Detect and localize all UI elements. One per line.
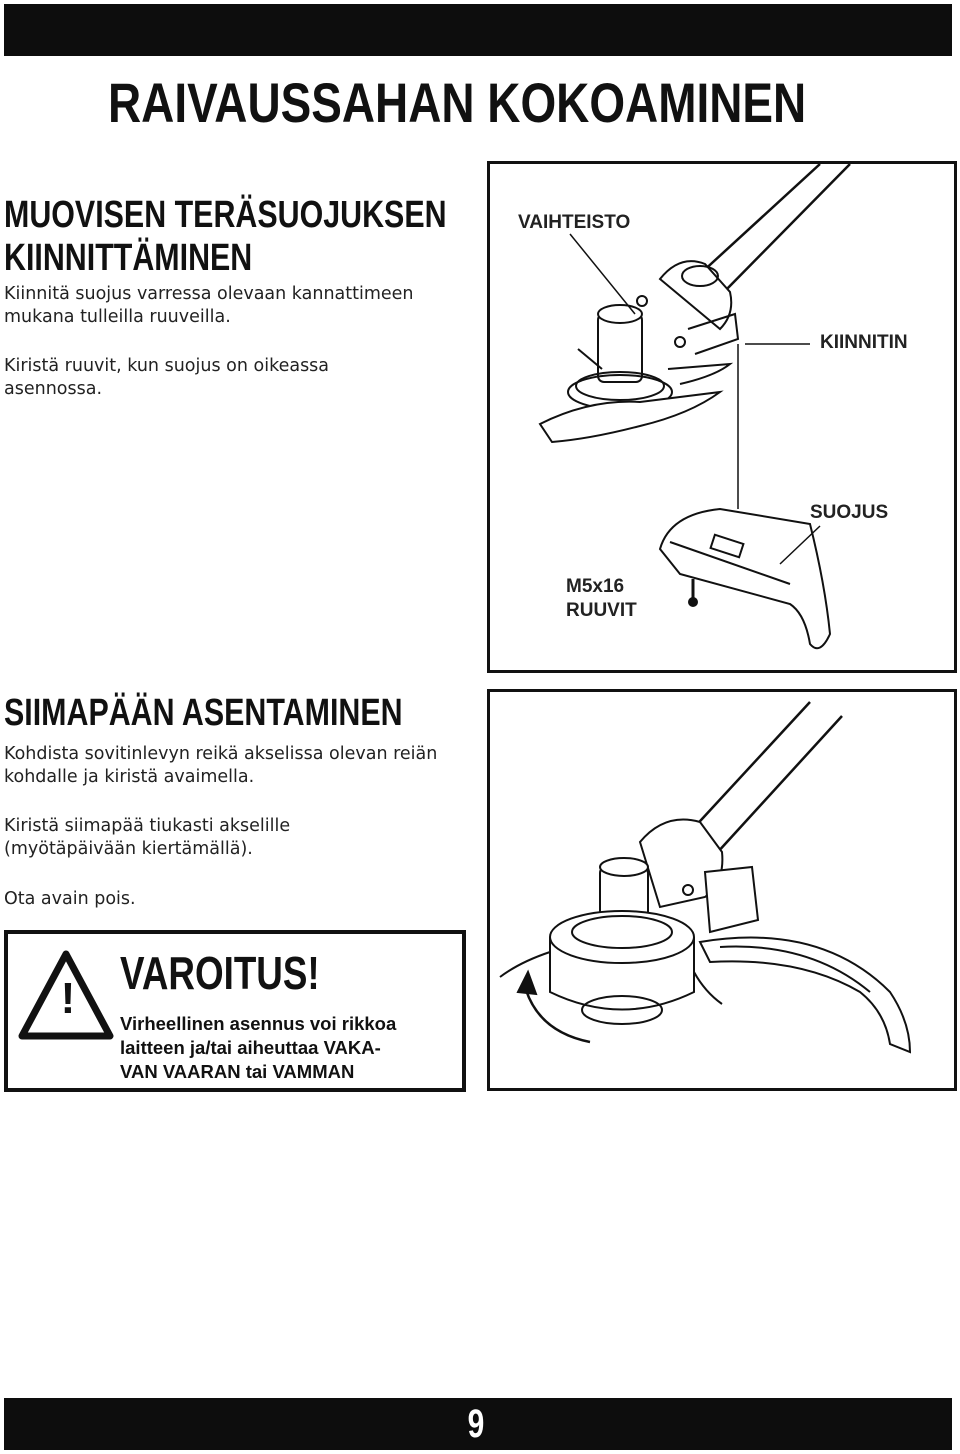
guard-assembly-figure — [487, 161, 957, 673]
section1-heading-line1: MUOVISEN TERÄSUOJUKSEN — [4, 194, 447, 236]
warning-line3: VAN VAARAN tai VAMMAN — [120, 1061, 355, 1082]
section1-para2-line2: asennossa. — [4, 379, 103, 399]
warning-box — [4, 930, 466, 1092]
warning-exclamation: ! — [60, 974, 76, 1023]
page-number: 9 — [467, 1402, 485, 1446]
label-screws-line1: M5x16 — [566, 576, 625, 597]
warning-title: VAROITUS! — [120, 947, 320, 999]
section1-para1-line2: mukana tulleilla ruuveilla. — [4, 307, 231, 327]
section2-heading: SIIMAPÄÄN ASENTAMINEN — [4, 692, 403, 734]
section1-para1-line1: Kiinnitä suojus varressa olevaan kannattimeen — [4, 284, 414, 304]
warning-line2: laitteen ja/tai aiheuttaa VAKA- — [120, 1037, 381, 1058]
trimmer-head-illustration — [490, 692, 954, 1088]
section2-para1-line2: kohdalle ja kiristä avaimella. — [4, 767, 255, 787]
label-gearbox: VAIHTEISTO — [518, 212, 631, 233]
label-bracket: KIINNITIN — [820, 332, 908, 353]
section1-para2-line1: Kiristä ruuvit, kun suojus on oikeassa — [4, 356, 330, 376]
section2-para1-line1: Kohdista sovitinlevyn reikä akselissa olevan reiän — [4, 744, 438, 764]
label-guard: SUOJUS — [810, 502, 889, 523]
header-bar — [4, 4, 952, 56]
warning-text — [120, 1012, 450, 1084]
section2-para2-line1: Kiristä siimapää tiukasti akselille — [4, 816, 291, 836]
section2-para2-line2: (myötäpäivään kiertämällä). — [4, 839, 253, 859]
section1-heading-line2: KIINNITTÄMINEN — [4, 237, 253, 279]
trimmer-head-figure — [487, 689, 957, 1091]
section2-para3: Ota avain pois. — [4, 889, 136, 909]
warning-line1: Virheellinen asennus voi rikkoa — [120, 1013, 397, 1034]
label-screws-line2: RUUVIT — [566, 600, 637, 621]
page-title: RAIVAUSSAHAN KOKOAMINEN — [108, 71, 807, 134]
guard-assembly-illustration — [490, 164, 954, 670]
